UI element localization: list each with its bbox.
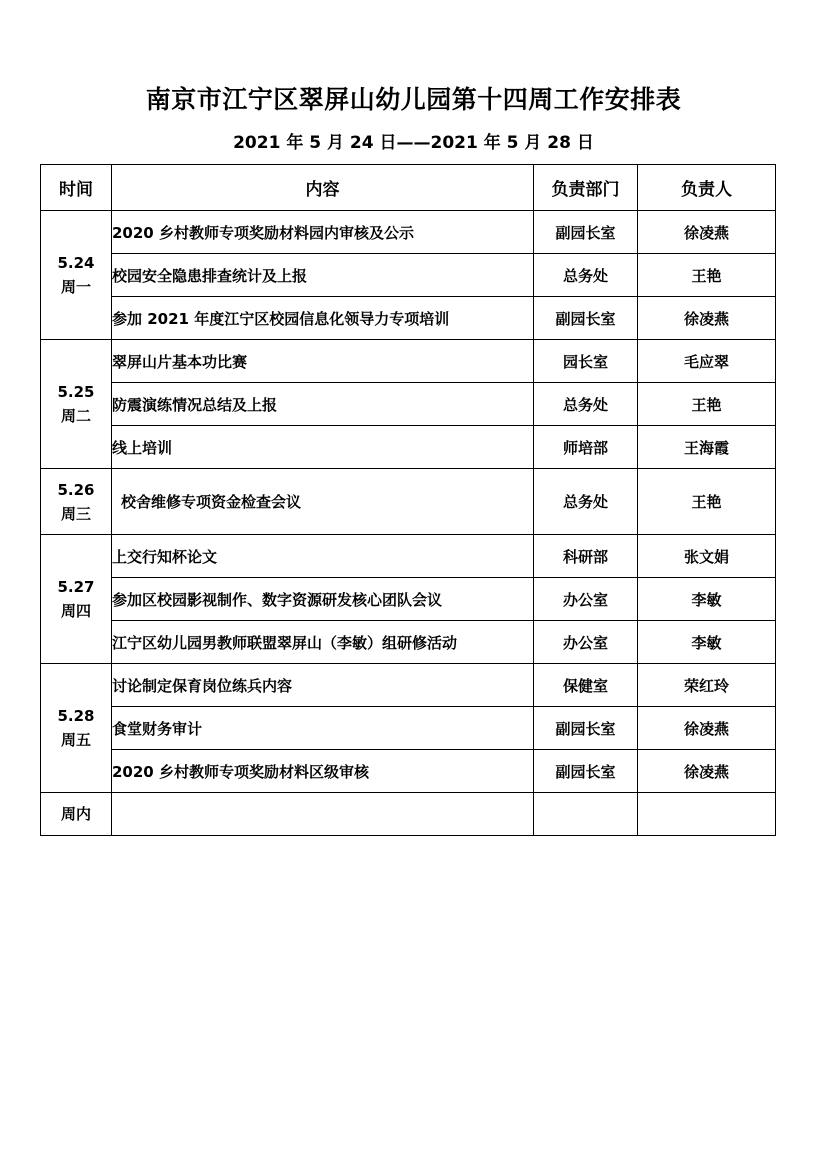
task-dept: 副园长室 <box>534 707 638 750</box>
table-row <box>41 535 776 578</box>
task-person: 李敏 <box>638 578 776 621</box>
table-row <box>41 750 776 793</box>
task-content <box>112 793 534 836</box>
task-content: 翠屏山片基本功比赛 <box>112 340 534 383</box>
task-dept: 副园长室 <box>534 297 638 340</box>
task-dept: 园长室 <box>534 340 638 383</box>
task-dept: 办公室 <box>534 621 638 664</box>
day-weekday: 周三 <box>60 504 91 523</box>
table-row <box>41 426 776 469</box>
task-person: 王海霞 <box>638 426 776 469</box>
day-date: 5.26 <box>57 480 95 499</box>
day-weekday: 周二 <box>60 407 91 425</box>
task-content: 讨论制定保育岗位练兵内容 <box>112 664 534 707</box>
day-weekday: 周四 <box>60 602 91 620</box>
table-row <box>41 469 776 535</box>
day-cell-tuesday <box>41 340 112 469</box>
table-row <box>41 383 776 426</box>
task-content <box>112 469 534 535</box>
task-dept: 保健室 <box>534 664 638 707</box>
day-cell-week: 周内 <box>41 793 112 836</box>
task-content: 线上培训 <box>112 426 534 469</box>
table-row <box>41 664 776 707</box>
table-row <box>41 297 776 340</box>
task-content: 防震演练情况总结及上报 <box>112 383 534 426</box>
task-dept: 副园长室 <box>534 750 638 793</box>
header-time: 时间 <box>41 165 112 211</box>
day-date: 5.27 <box>57 578 95 596</box>
day-weekday: 周一 <box>60 278 91 296</box>
table-row <box>41 621 776 664</box>
task-dept: 科研部 <box>534 535 638 578</box>
task-person: 李敏 <box>638 621 776 664</box>
task-person: 荣红玲 <box>638 664 776 707</box>
task-person: 王艳 <box>638 469 776 535</box>
task-content: 参加区校园影视制作、数字资源研发核心团队会议 <box>112 578 534 621</box>
task-content: 参加 2021 年度江宁区校园信息化领导力专项培训 <box>112 297 534 340</box>
task-content: 校园安全隐患排查统计及上报 <box>112 254 534 297</box>
table-row <box>41 340 776 383</box>
task-content: 江宁区幼儿园男教师联盟翠屏山（李敏）组研修活动 <box>112 621 534 664</box>
day-cell-wednesday <box>41 469 112 535</box>
table-row <box>41 707 776 750</box>
task-content: 2020 乡村教师专项奖励材料区级审核 <box>112 750 534 793</box>
task-dept: 办公室 <box>534 578 638 621</box>
task-dept: 师培部 <box>534 426 638 469</box>
table-row <box>41 211 776 254</box>
task-content: 食堂财务审计 <box>112 707 534 750</box>
task-person: 王艳 <box>638 254 776 297</box>
task-content: 2020 乡村教师专项奖励材料园内审核及公示 <box>112 211 534 254</box>
task-dept: 副园长室 <box>534 211 638 254</box>
date-range: 2021 年 5 月 24 日——2021 年 5 月 28 日 <box>233 133 594 153</box>
page-title: 南京市江宁区翠屏山幼儿园第十四周工作安排表 <box>145 85 682 114</box>
day-cell-monday <box>41 211 112 340</box>
day-date: 5.28 <box>57 707 95 725</box>
day-date: 5.24 <box>57 254 95 272</box>
day-cell-friday <box>41 664 112 793</box>
table-row <box>41 254 776 297</box>
header-content: 内容 <box>112 165 534 211</box>
header-person: 负责人 <box>638 165 776 211</box>
task-dept: 总务处 <box>534 469 638 535</box>
task-person: 徐凌燕 <box>638 707 776 750</box>
day-cell-thursday <box>41 535 112 664</box>
task-person: 徐凌燕 <box>638 297 776 340</box>
table-row <box>41 793 776 836</box>
task-person: 徐凌燕 <box>638 211 776 254</box>
header-dept: 负责部门 <box>534 165 638 211</box>
task-person: 王艳 <box>638 383 776 426</box>
day-date: 5.25 <box>57 383 95 401</box>
task-person: 徐凌燕 <box>638 750 776 793</box>
task-person <box>638 793 776 836</box>
task-person: 毛应翠 <box>638 340 776 383</box>
table-row <box>41 578 776 621</box>
task-content: 上交行知杯论文 <box>112 535 534 578</box>
task-dept: 总务处 <box>534 254 638 297</box>
task-person: 张文娟 <box>638 535 776 578</box>
header-row <box>41 165 776 211</box>
task-content-text: 校舍维修专项资金检查会议 <box>121 493 302 511</box>
task-dept <box>534 793 638 836</box>
day-weekday: 周五 <box>60 731 91 749</box>
schedule-table <box>40 164 776 836</box>
task-dept: 总务处 <box>534 383 638 426</box>
